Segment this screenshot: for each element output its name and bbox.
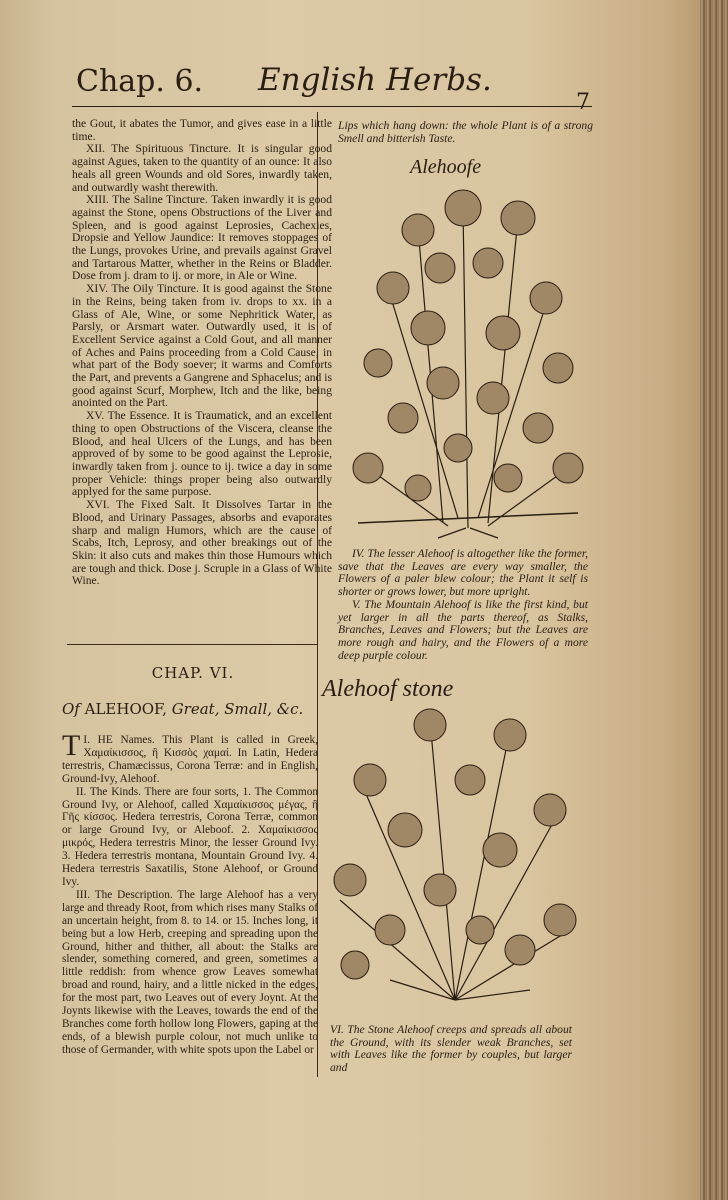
title-rest: Great, Small, &c. <box>171 700 304 718</box>
figure-label-alehoof: Alehoofe <box>410 156 482 178</box>
paragraph: IV. The lesser Alehoof is altogether like the former, save that the Leaves are every way smaller, the Flowers of a paler blew colour; the Plant it self is shorter or grows lower, but more upright. <box>338 547 588 599</box>
title-name: ALEHOOF, <box>84 700 167 718</box>
names-text: I. HE Names. This Plant is called in Greek, Χαμαίκισσος, ἢ Κισσὸς χαμαί. In Latin, Hedera terrestris, Chamæcissus, Corona Terræ: and in English, Ground-Ivy, Alehoof. <box>62 734 318 785</box>
paragraph: XIV. The Oily Tincture. It is good against the Stone in the Reins, being taken from iv. drops to xx. in a Glass of Ale, Wine, or some Nephritick Water, as Parsly, or Arsmart water. Outwardly used, it is of Excellent Service against a Cold Gout, and all manner of Aches and Pains proceeding from a Cold Cause, in what part of the Body soever; it warms and Comforts the Part, and prevents a Gangrene and Sphacelus; and is good against Scurf, Morphew, Itch and the like, being anointed on the Part. <box>72 282 332 410</box>
figure-label-alehoof-stone: Alehoof stone <box>322 676 454 702</box>
figure1-caption <box>338 548 588 662</box>
chapter-number: Chap. 6. <box>76 64 204 99</box>
title-of: Of <box>62 700 80 718</box>
book-page-edges <box>700 0 728 1200</box>
alehoof-stone-woodcut-illustration <box>330 700 580 1015</box>
left-column-top <box>72 118 332 588</box>
alehoof-woodcut-illustration <box>348 168 588 540</box>
article-title <box>62 700 318 718</box>
chapter-heading: CHAP. VI. <box>151 664 235 682</box>
page-header <box>72 62 592 107</box>
paragraph: the Gout, it abates the Tumor, and gives ease in a little time. <box>72 117 332 143</box>
paragraph: XV. The Essence. It is Traumatick, and an excellent thing to open Obstructions of the Viscera, cleanse the Blood, and heal Ulcers of the Lungs, and has been approved of by some to be good against the Leprosie, inwardly taken from j. ounce to ij. twice a day in some proper Vehicle: things proper being also outwardly applyed for the same purpose. <box>72 409 332 499</box>
paragraph: XII. The Spirituous Tincture. It is singular good against Agues, taken to the quantity of an ounce: It also heals all green Wounds and old Sores, inwardly taken, and outwardly washt therewith. <box>72 142 332 194</box>
paragraph: III. The Description. The large Alehoof has a very large and thready Root, from which rises many Stalks of an uncertain height, from 8. to 14. or 15. Inches long, it being but a low Herb, creeping and spreading upon the Ground, hither and thither, all about: the Stalks are slender, something cornered, and green, sometimes a little reddish: from whence grow Leaves somewhat broad and round, hairy, and a little nicked in the edges, for the most part, two Leaves out of every Joynt. At the Joynts likewise with the Leaves, towards the end of the Branches come forth hollow long Flowers, gaping at the ends, of a blewish purple colour, not much unlike to those of Germander, with white spots upon the Label or <box>62 888 318 1056</box>
paragraph <box>62 729 318 786</box>
paragraph: II. The Kinds. There are four sorts, 1. The Common Ground Ivy, or Alehoof, called Χαμαίκισσος μέγας, ἢ Γῆς κίσσος. Hedera terrestris, Corona Terræ, common or large Ground Ivy, or Aleboof. 2. Χαμαίκισσος μικρός, Hedera terrestris Minor, the lesser Ground Ivy. 3. Hedera terrestris montana, Mountain Ground Ivy. 4. Hedera terrestris Saxatilis, Stone Alehoof, or Ground Ivy. <box>62 785 318 888</box>
drop-cap: T <box>62 729 81 762</box>
page-number: 7 <box>576 90 590 115</box>
section-rule <box>67 644 317 645</box>
running-title: English Herbs. <box>258 62 492 98</box>
left-column-bottom <box>62 729 318 1057</box>
right-column-top: Lips which hang down: the whole Plant is of a strong Smell and bitterish Taste. <box>338 119 593 145</box>
paragraph: XIII. The Saline Tincture. Taken inwardly it is good against the Stone, opens Obstructions of the Liver and Spleen, and is good against Leprosies, Cachexies, Dropsie and Yellow Jaundice: It removes stoppages of the Lungs, provokes Urine, and prevails against Gravel and Tartarous Matter, whether in the Reins or Bladder. Dose from j. dram to ij. or more, in Ale or Wine. <box>72 193 332 283</box>
figure2-caption: VI. The Stone Alehoof creeps and spreads all about the Ground, with its slender weak Branches, set with Leaves like the former by couples, but larger and <box>330 1023 572 1075</box>
paragraph: V. The Mountain Alehoof is like the first kind, but yet larger in all the parts thereof, as Stalks, Branches, Leaves and Flowers; but the Leaves are more rough and hairy, and the Flowers of a more deep purple colour. <box>338 597 588 662</box>
paragraph: XVI. The Fixed Salt. It Dissolves Tartar in the Blood, and Urinary Passages, absorbs and evaporates sharp and malign Humors, which are the cause of Scabs, Itch, Leprosy, and other breakings out of the Skin: it also cuts and makes thin those Humours which are tough and thick. Dose j. Scruple in a Glass of White Wine. <box>72 498 332 588</box>
